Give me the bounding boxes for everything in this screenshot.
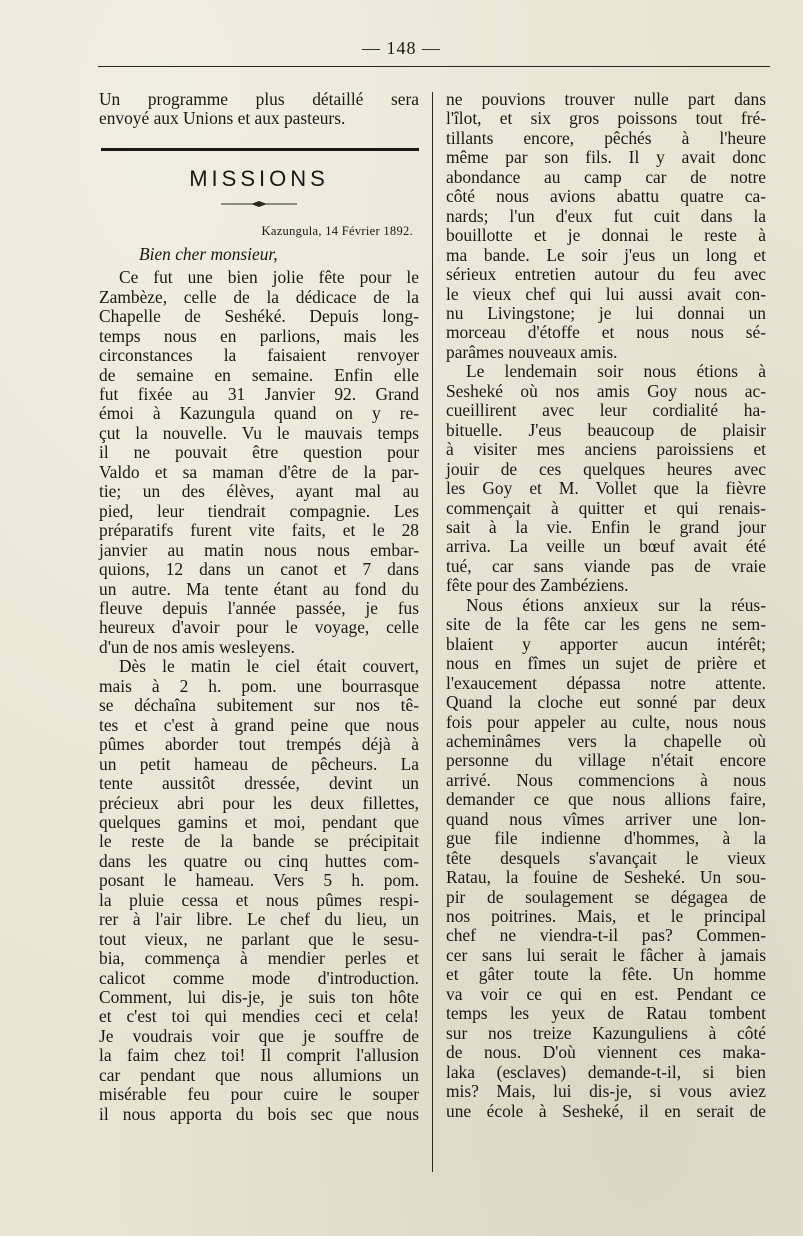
text-line: le vieux chef qui lui aussi avait con- bbox=[446, 283, 766, 304]
text-line: l'îlot, et six gros poissons tout fré- bbox=[446, 108, 766, 129]
text-line: tout vieux, ne parlant que le sesu- bbox=[99, 928, 419, 949]
dateline: Kazungula, 14 Février 1892. bbox=[261, 224, 413, 239]
text-line: temps nous en parlions, mais les bbox=[99, 325, 419, 346]
text-line: personne du village n'était encore bbox=[446, 750, 766, 771]
text-line: Quand la cloche eut sonné par deux bbox=[446, 692, 766, 713]
text-line: mis? Mais, lui dis-je, si vous aviez bbox=[446, 1081, 766, 1102]
text-line: la faim chez toi! Il comprit l'allusion bbox=[99, 1045, 419, 1066]
text-line: côté nous avions abattu quatre ca- bbox=[446, 186, 766, 207]
text-line: jouir de ces quelques heures avec bbox=[446, 458, 766, 479]
text-line: tente aussitôt dressée, devint un bbox=[99, 773, 419, 794]
text-line: le reste de la bande se précipitait bbox=[99, 831, 419, 852]
text-line: les Goy et M. Vollet que la fièvre bbox=[446, 478, 766, 499]
text-line: sérieux entretien autour du feu avec bbox=[446, 264, 766, 285]
text-line: ne pouvions trouver nulle part dans bbox=[446, 89, 766, 109]
text-line: il ne pouvait être question pour bbox=[99, 442, 419, 463]
text-line: çut la nouvelle. Vu le mauvais temps bbox=[99, 422, 419, 443]
text-line: quand nous vîmes arriver une lon- bbox=[446, 808, 766, 829]
text-line: ma bande. Le soir j'eus un long et bbox=[446, 244, 766, 265]
paragraph bbox=[99, 657, 419, 1124]
text-line: Dès le matin le ciel était couvert, bbox=[119, 656, 419, 677]
text-line: Ratau, la fouine de Sesheké. Un sou- bbox=[446, 867, 766, 888]
text-line: fête pour des Zambéziens. bbox=[446, 575, 629, 596]
text-line: sait à la vie. Enfin le grand jour bbox=[446, 516, 766, 537]
text-line: Le lendemain soir nous étions à bbox=[466, 361, 766, 382]
text-line: heureux d'avoir pour le voyage, celle bbox=[99, 617, 419, 638]
text-line: même par son fils. Il y avait donc bbox=[446, 147, 766, 168]
text-line: fut fixée au 31 Janvier 92. Grand bbox=[99, 383, 419, 404]
text-line: un petit hameau de pêcheurs. La bbox=[99, 753, 419, 774]
text-line: site de la fête car les gens ne sem- bbox=[446, 614, 766, 635]
text-line: blaient y apporter aucun intérêt; bbox=[446, 633, 766, 654]
text-line: Zambèze, celle de la dédicace de la bbox=[99, 286, 419, 307]
left-column bbox=[99, 90, 419, 1124]
section-rule bbox=[101, 148, 419, 151]
text-line: et gâter toute la fête. Un homme bbox=[446, 964, 766, 985]
text-line: commençait à quitter et qui renais- bbox=[446, 497, 766, 518]
intro-block bbox=[99, 90, 419, 129]
text-line: l'exaucement dépassa notre attente. bbox=[446, 672, 766, 693]
page-number: — 148 — bbox=[362, 38, 441, 58]
text-line: quelques gamins et moi, pendant que bbox=[99, 811, 419, 832]
text-line: arriva. La veille un bœuf avait été bbox=[446, 536, 766, 557]
text-line: arrivé. Nous commencions à nous bbox=[446, 769, 766, 790]
text-line: dans les quatre ou cinq huttes com- bbox=[99, 850, 419, 871]
text-line: émoi à Kazungula quand on y re- bbox=[99, 403, 419, 424]
text-line: tes et c'est à grand peine que nous bbox=[99, 714, 419, 735]
text-line: Comment, lui dis-je, je suis ton hôte bbox=[99, 987, 419, 1008]
text-line: pûmes aborder tout trempés déjà à bbox=[99, 734, 419, 755]
text-line: tillants encore, pêchés à l'heure bbox=[446, 127, 766, 148]
text-line: bouillotte et je donnai le reste à bbox=[446, 225, 766, 246]
text-line: demander ce que nous allions faire, bbox=[446, 789, 766, 810]
text-line: gue file indienne d'hommes, à la bbox=[446, 828, 766, 849]
text-line: tie; un des élèves, ayant mal au bbox=[99, 481, 419, 502]
salutation: Bien cher monsieur, bbox=[139, 243, 278, 264]
text-line: abondance au camp car de notre bbox=[446, 166, 766, 187]
text-line: circonstances la faisaient renvoyer bbox=[99, 345, 419, 366]
text-line: misérable feu pour cuire le souper bbox=[99, 1084, 419, 1105]
text-line: janvier au matin nous nous embar- bbox=[99, 539, 419, 560]
text-line: nards; l'un d'eux fut cuit dans la bbox=[446, 205, 766, 226]
column-divider bbox=[432, 92, 433, 1172]
text-line: chef ne viendra-t-il pas? Commen- bbox=[446, 925, 766, 946]
paragraph bbox=[446, 362, 766, 595]
text-line: quions, 12 dans un canot et 7 dans bbox=[99, 559, 419, 580]
text-line: Sesheké où nos amis Goy nous ac- bbox=[446, 380, 766, 401]
text-line: de semaine en semaine. Enfin elle bbox=[99, 364, 419, 385]
text-line: la pluie cessa et nous pûmes respi- bbox=[99, 889, 419, 910]
right-column bbox=[446, 90, 766, 1121]
text-line: pied, leur tiendrait compagnie. Les bbox=[99, 500, 419, 521]
text-line: tête desquels s'avançait le vieux bbox=[446, 847, 766, 868]
text-line: fois pour appeler au culte, nous nous bbox=[446, 711, 766, 732]
text-line: bituelle. J'eus beaucoup de plaisir bbox=[446, 419, 766, 440]
text-line: Ce fut une bien jolie fête pour le bbox=[119, 267, 419, 288]
text-line: à visiter mes anciens paroissiens et bbox=[446, 439, 766, 460]
text-line: rer à l'air libre. Le chef du lieu, un bbox=[99, 909, 419, 930]
text-line: calicot comme mode d'introduction. bbox=[99, 967, 419, 988]
text-line: fleuve depuis l'année passée, je fus bbox=[99, 597, 419, 618]
text-line: Chapelle de Seshéké. Depuis long- bbox=[99, 306, 419, 327]
text-line: acheminâmes vers la chapelle où bbox=[446, 730, 766, 751]
text-line: une école à Sesheké, il en serait de bbox=[446, 1100, 766, 1121]
text-line: Valdo et sa maman d'être de la par- bbox=[99, 461, 419, 482]
text-line: va voir ce qui en est. Pendant ce bbox=[446, 983, 766, 1004]
ornament-divider bbox=[219, 200, 299, 208]
text-line: cueillirent avec leur cordialité ha- bbox=[446, 400, 766, 421]
text-line: un autre. Ma tente étant au fond du bbox=[99, 578, 419, 599]
text-line: et c'est toi qui mendies ceci et cela! bbox=[99, 1006, 419, 1027]
text-line: envoyé aux Unions et aux pasteurs. bbox=[99, 108, 346, 129]
text-line: Un programme plus détaillé sera bbox=[99, 89, 419, 109]
text-line: car pendant que nous allumions un bbox=[99, 1064, 419, 1085]
section-title: MISSIONS bbox=[189, 165, 329, 191]
text-line: de nous. D'où viennent ces maka- bbox=[446, 1042, 766, 1063]
text-line: posant le hameau. Vers 5 h. pom. bbox=[99, 870, 419, 891]
paragraph bbox=[99, 268, 419, 657]
paragraph bbox=[446, 596, 766, 1121]
text-line: il nous apporta du bois sec que nous bbox=[99, 1103, 419, 1124]
text-line: se déchaîna subitement sur nos tê- bbox=[99, 695, 419, 716]
text-line: mais à 2 h. pom. une bourrasque bbox=[99, 675, 419, 696]
paragraph bbox=[446, 90, 766, 362]
text-line: nous en fîmes un sujet de prière et bbox=[446, 653, 766, 674]
text-line: sur nos treize Kazunguliens à côté bbox=[446, 1022, 766, 1043]
text-line: Je voudrais voir que je souffre de bbox=[99, 1025, 419, 1046]
text-line: préparatifs furent vite faits, et le 28 bbox=[99, 520, 419, 541]
text-line: cer sans lui serait le fâcher à jamais bbox=[446, 944, 766, 965]
text-line: tué, car sans viande pas de vraie bbox=[446, 555, 766, 576]
text-line: précieux abri pour les deux fillettes, bbox=[99, 792, 419, 813]
text-line: laka (esclaves) demande-t-il, si bien bbox=[446, 1061, 766, 1082]
text-line: nos poitrines. Mais, et le principal bbox=[446, 906, 766, 927]
text-line: temps les yeux de Ratau tombent bbox=[446, 1003, 766, 1024]
text-line: nu Livingstone; je lui donnai un bbox=[446, 302, 766, 323]
text-line: Nous étions anxieux sur la réus- bbox=[466, 594, 766, 615]
header-rule bbox=[98, 66, 770, 67]
text-line: pir de soulagement se dégagea de bbox=[446, 886, 766, 907]
text-line: morceau d'étoffe et nous nous sé- bbox=[446, 322, 766, 343]
text-line: bia, commença à mendier perles et bbox=[99, 948, 419, 969]
text-line: d'un de nos amis wesleyens. bbox=[99, 636, 295, 657]
text-line: parâmes nouveaux amis. bbox=[446, 341, 618, 362]
